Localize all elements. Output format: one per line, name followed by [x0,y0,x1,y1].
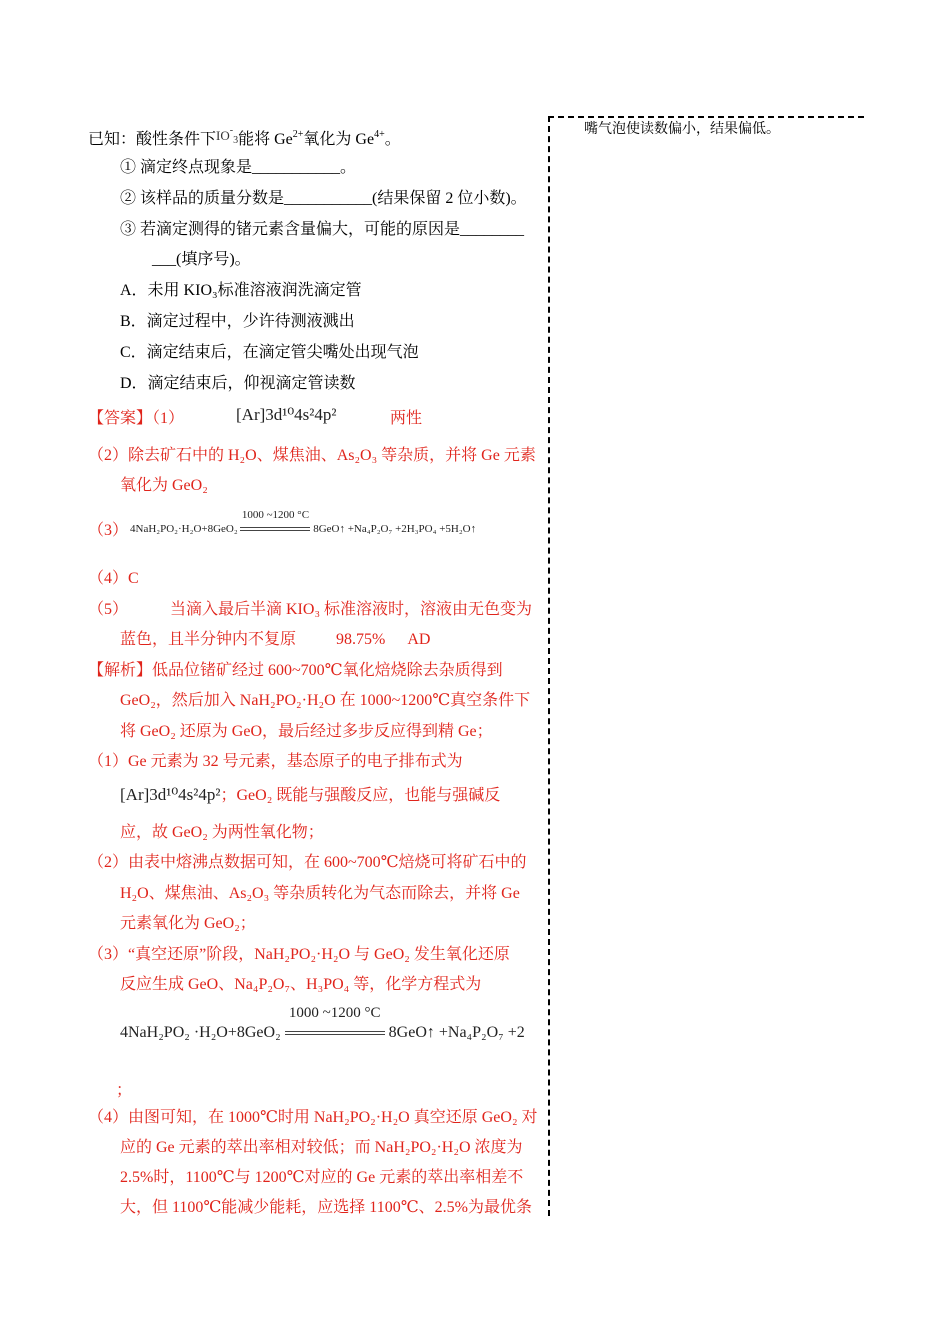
question-3-cont: ___(填序号)。 [152,251,251,268]
known-statement: 已知：酸性条件下$^{IO^-_3}$能将 $Ge^{2+}$氧化为 $Ge^{4+}$。 [88,125,401,148]
analysis-intro-3: 将 GeO₂ 还原为 GeO，最后经过多步反应得到精 Ge； [120,723,493,740]
analysis-2-line3: 元素氧化为 GeO₂； [120,915,256,932]
question-2: ② 该样品的质量分数是___________(结果保留 2 位小数)。 [120,190,527,207]
analysis-intro-1: 【解析】低品位锗矿经过 600~700℃氧化焙烧除去杂质得到 [88,662,503,679]
analysis-3-line1: （3）“真空还原”阶段，NaH₂PO₂·H₂O 与 GeO₂ 发生氧化还原 [88,946,510,963]
answer-label: 【答案】 [88,410,153,427]
answer-4: （4）C [88,570,139,587]
analysis-4-line1: （4）由图可知，在 1000℃时用 NaH₂PO₂·H₂O 真空还原 GeO₂ 对 [88,1109,538,1126]
question-3: ③ 若滴定测得的锗元素含量偏大，可能的原因是________ [120,221,525,238]
answer-5-num: （5） [88,601,129,618]
answer-2-line2: 氧化为 GeO₂ [120,477,208,494]
answer-2-line1: （2）除去矿石中的 H₂O、煤焦油、As₂O₃ 等杂质，并将 Ge 元素 [88,447,536,464]
analysis-2-line1: （2）由表中熔沸点数据可知，在 600~700℃焙烧可将矿石中的 [88,854,527,871]
analysis-3-equation: 4NaH₂PO₂ ·H₂O+8GeO₂ 1000 ~1200 °C 8GeO↑ +Na₄P₂O₇ +2 [120,1005,525,1041]
answer-5-line2: 蓝色，且半分钟内不复原 98.75% AD [120,631,431,648]
column-divider [548,116,550,1216]
analysis-2-line2: H₂O、煤焦油、As₂O₃ 等杂质转化为气态而除去，并将 Ge [120,885,520,902]
answer-1: 【答案】（1） [88,410,185,427]
analysis-1-line1: （1）Ge 元素为 32 号元素，基态原子的电子排布式为 [88,753,463,770]
analysis-1-line3: 应，故 GeO₂ 为两性氧化物； [120,824,324,841]
answer-1-config: [Ar]3d¹⁰4s²4p² [236,405,337,424]
answer-3-num: （3） [88,522,129,539]
answer-3-equation: 4NaH₂PO₂·H₂O+8GeO₂ 1000 ~1200 °C 8GeO↑ +Na₄P₂O₇ +2H₃PO₄ +5H₂O↑ [130,509,477,535]
analysis-3-line2: 反应生成 GeO、Na₄P₂O₇、H₃PO₄ 等，化学方程式为 [120,976,482,993]
analysis-4-line4: 大，但 1100℃能减少能耗，应选择 1100℃、2.5%为最优条 [120,1199,532,1216]
option-c: C．滴定结束后，在滴定管尖嘴处出现气泡 [120,344,419,361]
analysis-4-line3: 2.5%时，1100℃与 1200℃对应的 Ge 元素的萃出率相差不 [120,1169,524,1186]
question-1: ① 滴定终点现象是___________。 [120,159,357,176]
option-d: D．滴定结束后，仰视滴定管读数 [120,375,356,392]
answer-1-word: 两性 [390,410,423,427]
answer-5-text: 当滴入最后半滴 KIO₃ 标准溶液时，溶液由无色变为 [170,601,533,618]
analysis-3-semicolon: ； [116,1082,133,1099]
analysis-label: 【解析】 [88,662,153,679]
option-b: B．滴定过程中，少许待测液溅出 [120,313,355,330]
analysis-1-line2: [Ar]3d¹⁰4s²4p²；GeO₂ 既能与强酸反应，也能与强碱反 [120,785,501,804]
analysis-intro-2: GeO₂，然后加入 NaH₂PO₂·H₂O 在 1000~1200℃真空条件下 [120,692,531,709]
right-column-text: 嘴气泡使读数偏小，结果偏低。 [584,121,780,137]
analysis-4-line2: 应的 Ge 元素的萃出率相对较低；而 NaH₂PO₂·H₂O 浓度为 [120,1139,523,1156]
option-a: A．未用 KIO₃标准溶液润洗滴定管 [120,282,362,299]
